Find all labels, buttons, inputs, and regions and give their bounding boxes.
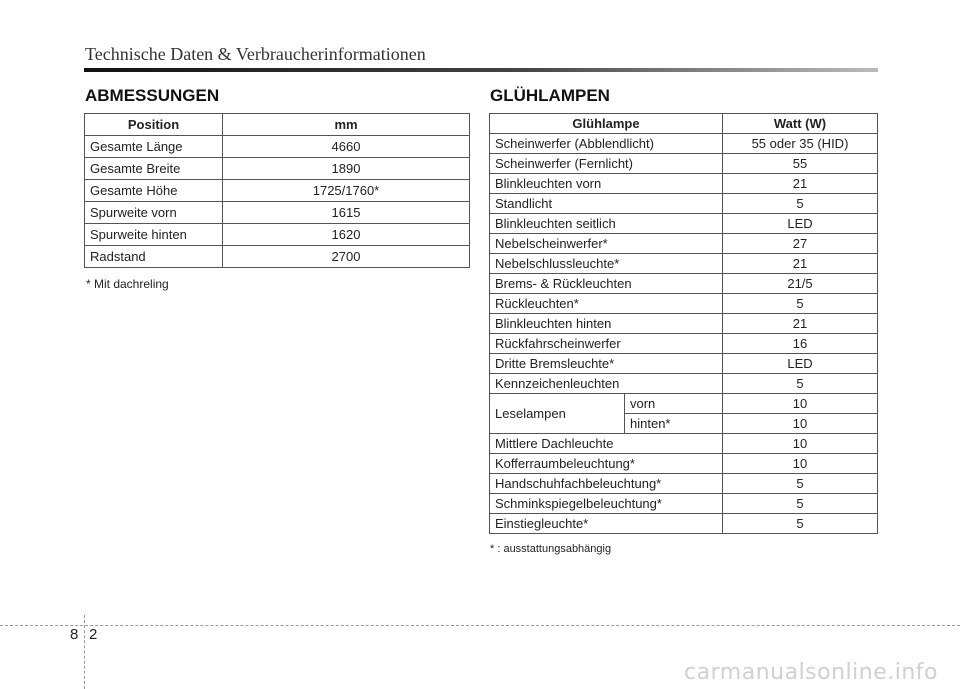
- table-row: [490, 134, 878, 154]
- lamp-cell: Brems- & Rückleuchten: [490, 274, 723, 294]
- watt-cell: 27: [723, 234, 878, 254]
- abmessungen-table: [84, 113, 470, 268]
- column-header-mm: mm: [223, 114, 470, 136]
- table-row: [85, 158, 470, 180]
- watt-cell: 55 oder 35 (HID): [723, 134, 878, 154]
- lamp-cell: Scheinwerfer (Fernlicht): [490, 154, 723, 174]
- table-row: [490, 274, 878, 294]
- position-cell: Gesamte Länge: [85, 136, 223, 158]
- column-header-watt: Watt (W): [723, 114, 878, 134]
- watt-cell: 21: [723, 254, 878, 274]
- lamp-cell: Standlicht: [490, 194, 723, 214]
- header-rule: [84, 68, 878, 72]
- watt-cell: 5: [723, 494, 878, 514]
- watt-cell: 16: [723, 334, 878, 354]
- footer-vertical-divider: [84, 615, 85, 689]
- table-row: [490, 354, 878, 374]
- table-row: [490, 314, 878, 334]
- chapter-number: 8: [70, 626, 79, 643]
- table-row: [490, 154, 878, 174]
- table-row: [490, 194, 878, 214]
- lamp-cell: Nebelschlussleuchte*: [490, 254, 723, 274]
- gluehlampen-heading: GLÜHLAMPEN: [490, 86, 610, 105]
- watt-cell: 10: [723, 434, 878, 454]
- lamp-cell-leselampen: Leselampen: [490, 394, 625, 434]
- footer-divider: [0, 625, 960, 626]
- mm-cell: 1890: [223, 158, 470, 180]
- table-row: [490, 214, 878, 234]
- watt-cell: 10: [723, 454, 878, 474]
- table-row: [490, 174, 878, 194]
- table-row: [490, 394, 878, 414]
- table-row: [85, 136, 470, 158]
- watt-cell: 5: [723, 374, 878, 394]
- lamp-cell: Kennzeichenleuchten: [490, 374, 723, 394]
- watt-cell: 55: [723, 154, 878, 174]
- mm-cell: 1620: [223, 224, 470, 246]
- lamp-cell: Rückleuchten*: [490, 294, 723, 314]
- lamp-cell: Mittlere Dachleuchte: [490, 434, 723, 454]
- watt-cell: 21: [723, 174, 878, 194]
- table-row: [490, 234, 878, 254]
- abmessungen-footnote: * Mit dachreling: [86, 277, 169, 291]
- lamp-subcell: hinten*: [625, 414, 723, 434]
- table-row: [490, 434, 878, 454]
- watt-cell: 5: [723, 194, 878, 214]
- lamp-cell: Kofferraumbeleuchtung*: [490, 454, 723, 474]
- watt-cell: LED: [723, 354, 878, 374]
- lamp-cell: Scheinwerfer (Abblendlicht): [490, 134, 723, 154]
- table-row: [490, 294, 878, 314]
- table-header-row: [85, 114, 470, 136]
- mm-cell: 1725/1760*: [223, 180, 470, 202]
- lamp-subcell: vorn: [625, 394, 723, 414]
- column-header-gluehlampe: Glühlampe: [490, 114, 723, 134]
- lamp-cell: Einstiegleuchte*: [490, 514, 723, 534]
- lamp-cell: Handschuhfachbeleuchtung*: [490, 474, 723, 494]
- lamp-cell: Schminkspiegelbeleuchtung*: [490, 494, 723, 514]
- gluehlampen-table: [489, 113, 878, 534]
- watt-cell: 5: [723, 294, 878, 314]
- watt-cell: 10: [723, 394, 878, 414]
- lamp-cell: Blinkleuchten seitlich: [490, 214, 723, 234]
- table-row: [85, 246, 470, 268]
- table-row: [490, 514, 878, 534]
- table-row: [490, 374, 878, 394]
- lamp-cell: Blinkleuchten vorn: [490, 174, 723, 194]
- table-row: [490, 474, 878, 494]
- column-header-position: Position: [85, 114, 223, 136]
- lamp-cell: Dritte Bremsleuchte*: [490, 354, 723, 374]
- watt-cell: 5: [723, 514, 878, 534]
- watt-cell: 5: [723, 474, 878, 494]
- table-row: [490, 494, 878, 514]
- lamp-cell: Nebelscheinwerfer*: [490, 234, 723, 254]
- table-row: [490, 334, 878, 354]
- position-cell: Gesamte Breite: [85, 158, 223, 180]
- table-row: [490, 254, 878, 274]
- watt-cell: 21: [723, 314, 878, 334]
- page-number: 2: [89, 626, 98, 643]
- watermark: carmanualsonline.info: [684, 660, 938, 685]
- table-row: [85, 202, 470, 224]
- lamp-cell: Rückfahrscheinwerfer: [490, 334, 723, 354]
- abmessungen-heading: ABMESSUNGEN: [85, 86, 220, 105]
- mm-cell: 4660: [223, 136, 470, 158]
- position-cell: Spurweite vorn: [85, 202, 223, 224]
- table-row: [85, 180, 470, 202]
- watt-cell: LED: [723, 214, 878, 234]
- table-row: [490, 454, 878, 474]
- page-header-title: Technische Daten & Verbraucherinformationen: [85, 44, 426, 64]
- position-cell: Gesamte Höhe: [85, 180, 223, 202]
- gluehlampen-footnote: * : ausstattungsabhängig: [490, 543, 612, 555]
- lamp-cell: Blinkleuchten hinten: [490, 314, 723, 334]
- position-cell: Radstand: [85, 246, 223, 268]
- table-header-row: [490, 114, 878, 134]
- mm-cell: 1615: [223, 202, 470, 224]
- watt-cell: 10: [723, 414, 878, 434]
- watt-cell: 21/5: [723, 274, 878, 294]
- mm-cell: 2700: [223, 246, 470, 268]
- position-cell: Spurweite hinten: [85, 224, 223, 246]
- table-row: [85, 224, 470, 246]
